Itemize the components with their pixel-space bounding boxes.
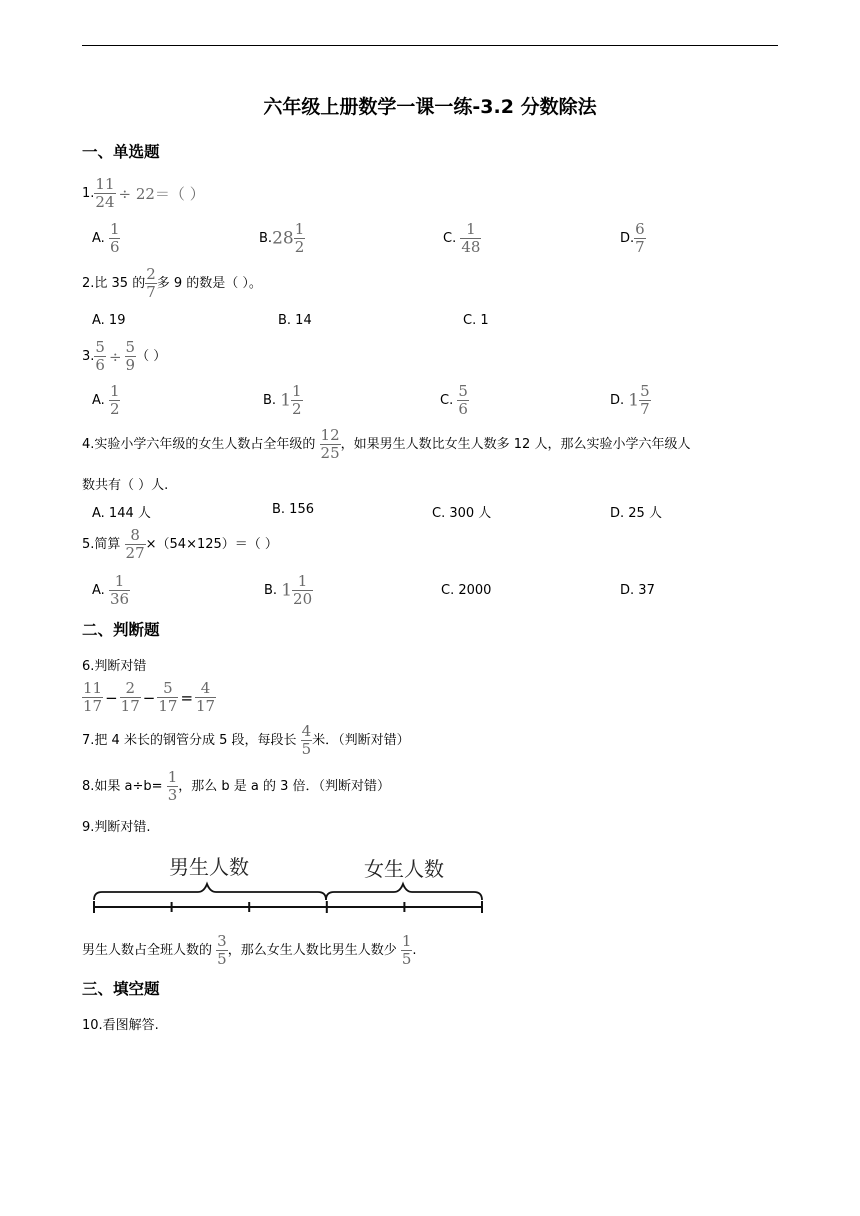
fraction bbox=[167, 770, 179, 803]
denominator: 7 bbox=[635, 238, 645, 256]
question-text: . bbox=[412, 943, 417, 958]
fraction bbox=[294, 222, 306, 255]
question-6: 6.判断对错 bbox=[82, 659, 147, 674]
q5-option-d[interactable] bbox=[620, 583, 655, 598]
question-text: 多 9 的数是（ ）。 bbox=[156, 276, 262, 291]
q2-option-b[interactable]: B. 14 bbox=[278, 313, 312, 328]
fraction bbox=[292, 574, 313, 607]
section-heading-single-choice: 一、单选题 bbox=[82, 143, 160, 161]
question-9-statement bbox=[82, 934, 417, 967]
question-text: 7.把 4 米长的钢管分成 5 段，每段长 bbox=[82, 733, 297, 748]
fraction bbox=[157, 681, 178, 714]
fraction bbox=[125, 340, 137, 373]
q5-option-c[interactable] bbox=[441, 583, 491, 598]
q1-option-d[interactable] bbox=[620, 222, 646, 255]
q1-option-c[interactable] bbox=[443, 222, 481, 255]
question-text: ，那么 b 是 a 的 3 倍．（判断对错） bbox=[178, 779, 391, 794]
numerator: 6 bbox=[635, 220, 645, 238]
question-text: （ ） bbox=[136, 349, 167, 364]
denominator: 2 bbox=[294, 238, 305, 256]
q4-option-a[interactable]: A. 144 人 bbox=[92, 506, 151, 521]
q2-option-c[interactable]: C. 1 bbox=[463, 313, 489, 328]
denominator: 24 bbox=[95, 193, 115, 211]
question-text: 4.实验小学六年级的女生人数占全年级的 bbox=[82, 437, 316, 452]
page-title: 六年级上册数学一课一练-3.2 分数除法 bbox=[263, 96, 597, 118]
numerator: 1 bbox=[292, 574, 313, 591]
q5-option-b[interactable] bbox=[264, 574, 313, 607]
denominator: 5 bbox=[401, 950, 412, 968]
denominator: 9 bbox=[125, 356, 136, 374]
question-1 bbox=[82, 177, 208, 210]
denominator: 7 bbox=[146, 283, 156, 301]
numerator: 2 bbox=[120, 681, 141, 698]
diagram-label-boys: 男生人数 bbox=[169, 855, 249, 879]
question-5 bbox=[82, 528, 278, 561]
numerator: 1 bbox=[109, 574, 130, 591]
denominator: 27 bbox=[125, 544, 145, 562]
denominator: 6 bbox=[109, 238, 120, 256]
denominator: 20 bbox=[293, 590, 313, 608]
numerator: 11 bbox=[83, 679, 103, 697]
fraction bbox=[125, 528, 146, 561]
question-text: 8.如果 a÷b= bbox=[82, 779, 163, 794]
question-text: ，那么女生人数比男生人数少 bbox=[227, 943, 397, 958]
numerator: 1 bbox=[109, 382, 120, 400]
fraction bbox=[82, 681, 103, 714]
option-label: A. bbox=[92, 393, 105, 408]
fraction bbox=[109, 222, 121, 255]
denominator: 2 bbox=[109, 400, 120, 418]
option-label: B. bbox=[259, 231, 273, 246]
q2-option-a[interactable]: A. 19 bbox=[92, 313, 126, 328]
q4-option-b[interactable]: B. 156 bbox=[272, 502, 314, 517]
numerator: 1 bbox=[292, 382, 302, 400]
numerator: 4 bbox=[195, 681, 216, 698]
brace-boys bbox=[94, 884, 326, 900]
option-label: D. bbox=[620, 583, 635, 598]
q4-option-c[interactable]: C. 300 人 bbox=[432, 506, 492, 521]
fraction bbox=[634, 222, 646, 255]
question-6-expression bbox=[82, 681, 216, 714]
numerator: 11 bbox=[95, 175, 115, 193]
denominator: 17 bbox=[158, 697, 178, 715]
fraction bbox=[120, 681, 141, 714]
numerator: 5 bbox=[640, 382, 650, 400]
whole-number: 1 bbox=[280, 390, 292, 411]
option-label: B. bbox=[263, 393, 277, 408]
q1-option-b[interactable] bbox=[259, 222, 305, 255]
fraction bbox=[94, 177, 115, 210]
option-value: 37 bbox=[638, 583, 655, 598]
question-8 bbox=[82, 770, 390, 803]
question-text: 2.比 35 的 bbox=[82, 276, 146, 291]
operator: − bbox=[105, 688, 118, 707]
numerator: 1 bbox=[460, 222, 481, 239]
whole-number: 1 bbox=[628, 390, 640, 411]
question-text: 5.简算 bbox=[82, 537, 121, 552]
question-10: 10.看图解答. bbox=[82, 1018, 159, 1033]
operator: − bbox=[142, 688, 156, 707]
fraction bbox=[639, 384, 651, 417]
denominator: 17 bbox=[120, 697, 140, 715]
q3-option-c[interactable] bbox=[440, 384, 469, 417]
diagram-label-girls: 女生人数 bbox=[364, 857, 444, 881]
question-7 bbox=[82, 724, 410, 757]
question-4-line2: 数共有（ ）人. bbox=[82, 478, 169, 493]
numerator: 4 bbox=[301, 722, 312, 740]
q1-option-a[interactable] bbox=[92, 222, 120, 255]
denominator: 36 bbox=[109, 590, 130, 608]
fraction bbox=[301, 724, 313, 757]
denominator: 6 bbox=[95, 356, 105, 374]
numerator: 1 bbox=[167, 768, 178, 786]
question-2 bbox=[82, 267, 262, 300]
fraction bbox=[401, 934, 413, 967]
fraction bbox=[291, 384, 303, 417]
brace-girls bbox=[326, 884, 482, 900]
option-label: D. bbox=[610, 393, 625, 408]
segment-diagram bbox=[86, 848, 486, 916]
numerator: 5 bbox=[125, 338, 136, 356]
denominator: 5 bbox=[217, 950, 227, 968]
numerator: 2 bbox=[146, 265, 156, 283]
question-number: 1. bbox=[82, 186, 95, 201]
denominator: 3 bbox=[167, 786, 178, 804]
numerator: 3 bbox=[217, 932, 227, 950]
denominator: 17 bbox=[196, 697, 216, 715]
whole-number: 28 bbox=[272, 228, 294, 249]
question-number: 3. bbox=[82, 349, 95, 364]
denominator: 2 bbox=[292, 400, 302, 418]
fraction bbox=[195, 681, 216, 714]
question-3 bbox=[82, 340, 166, 373]
option-label: C. bbox=[443, 231, 457, 246]
q4-option-d[interactable]: D. 25 人 bbox=[610, 506, 662, 521]
option-label: C. bbox=[440, 393, 454, 408]
question-text: ，如果男生人数比女生人数多 12 人，那么实验小学六年级人 bbox=[340, 437, 691, 452]
operator: ÷ bbox=[108, 347, 122, 366]
numerator: 5 bbox=[458, 382, 468, 400]
option-label: C. bbox=[441, 583, 455, 598]
numerator: 5 bbox=[157, 681, 178, 698]
q3-option-d[interactable] bbox=[610, 384, 651, 417]
question-text: 男生人数占全班人数的 bbox=[82, 943, 213, 958]
section-heading-true-false: 二、判断题 bbox=[82, 621, 160, 639]
q3-option-a[interactable] bbox=[92, 384, 120, 417]
q3-option-b[interactable] bbox=[263, 384, 303, 417]
question-text: 米．（判断对错） bbox=[312, 733, 410, 748]
numerator: 12 bbox=[320, 426, 340, 444]
section-heading-fill-blank: 三、填空题 bbox=[82, 980, 160, 998]
numerator: 1 bbox=[401, 932, 412, 950]
denominator: 17 bbox=[83, 697, 103, 715]
option-value: 2000 bbox=[458, 583, 492, 598]
numerator: 1 bbox=[294, 220, 305, 238]
fraction bbox=[109, 574, 130, 607]
numerator: 8 bbox=[125, 528, 146, 545]
option-label: B. bbox=[264, 583, 278, 598]
q5-option-a[interactable] bbox=[92, 574, 130, 607]
question-text: ÷ 22＝（ ） bbox=[118, 185, 205, 203]
question-text: ×（54×125）＝（ ） bbox=[145, 537, 278, 552]
numerator: 1 bbox=[109, 220, 120, 238]
fraction bbox=[109, 384, 121, 417]
denominator: 6 bbox=[458, 400, 468, 418]
option-label: A. bbox=[92, 583, 105, 598]
fraction bbox=[457, 384, 469, 417]
operator: = bbox=[180, 688, 194, 707]
option-label: A. bbox=[92, 231, 105, 246]
fraction bbox=[94, 340, 106, 373]
denominator: 5 bbox=[301, 740, 312, 758]
question-9: 9.判断对错. bbox=[82, 820, 151, 835]
option-label: D. bbox=[620, 231, 635, 246]
numerator: 5 bbox=[95, 338, 105, 356]
fraction bbox=[145, 267, 157, 300]
fraction bbox=[460, 222, 481, 255]
denominator: 48 bbox=[461, 238, 481, 256]
whole-number: 1 bbox=[281, 580, 293, 601]
header-rule bbox=[82, 45, 778, 46]
question-4 bbox=[82, 428, 690, 461]
fraction bbox=[320, 428, 341, 461]
denominator: 25 bbox=[320, 444, 340, 462]
fraction bbox=[216, 934, 228, 967]
denominator: 7 bbox=[640, 400, 650, 418]
